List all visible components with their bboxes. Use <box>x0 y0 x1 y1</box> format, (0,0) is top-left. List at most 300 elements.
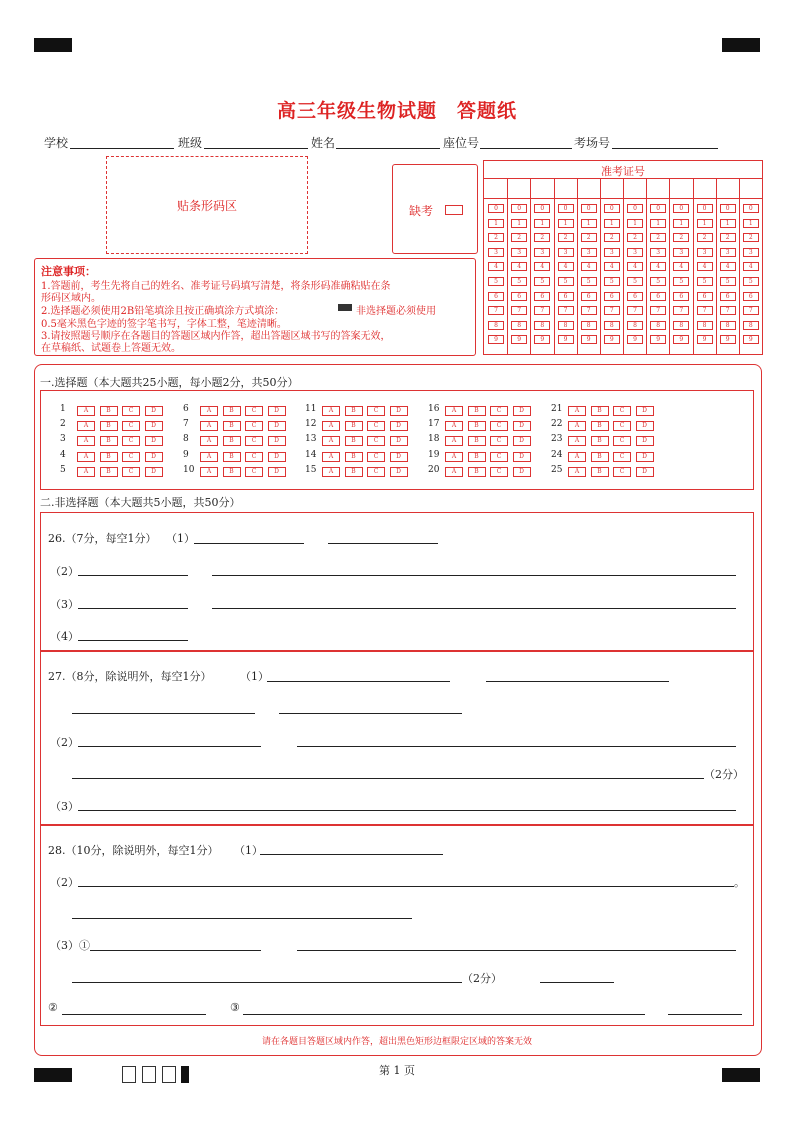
choice-bubble[interactable]: B <box>345 452 363 462</box>
choice-bubble[interactable]: B <box>591 406 609 416</box>
question-number: 24 <box>551 449 563 460</box>
choice-bubble[interactable]: D <box>268 421 286 431</box>
exam-id-bubble[interactable]: 7 <box>488 306 504 315</box>
exam-id-bubble[interactable]: 5 <box>673 277 689 286</box>
exam-id-bubble[interactable]: 1 <box>558 219 574 228</box>
exam-id-bubble[interactable]: 9 <box>488 335 504 344</box>
choice-bubble[interactable]: D <box>390 436 408 446</box>
exam-id-bubble[interactable]: 2 <box>558 233 574 242</box>
exam-id-bubble[interactable]: 3 <box>627 248 643 257</box>
exam-id-bubble[interactable]: 9 <box>650 335 666 344</box>
choice-bubble[interactable]: D <box>636 436 654 446</box>
exam-id-bubble[interactable]: 1 <box>720 219 736 228</box>
choice-bubble[interactable]: B <box>345 436 363 446</box>
exam-id-bubble[interactable]: 4 <box>673 262 689 271</box>
choice-bubble[interactable]: C <box>367 406 385 416</box>
q28-p2-blank-a[interactable] <box>78 886 734 887</box>
exam-id-bubble[interactable]: 8 <box>558 321 574 330</box>
notice-line-5: 3.请按照题号顺序在各题目的答题区域内作答，超出答题区域书写的答案无效， <box>41 331 391 342</box>
choice-bubble[interactable]: A <box>77 421 95 431</box>
exam-id-bubble[interactable]: 3 <box>558 248 574 257</box>
exam-id-bubble[interactable]: 6 <box>604 292 620 301</box>
choice-bubble[interactable]: A <box>200 406 218 416</box>
exam-id-bubble[interactable]: 7 <box>604 306 620 315</box>
exam-id-bubble[interactable]: 8 <box>488 321 504 330</box>
question-number: 3 <box>60 434 66 445</box>
choice-bubble[interactable]: C <box>245 436 263 446</box>
q28-p3-blank-c[interactable] <box>72 982 462 983</box>
choice-bubble[interactable]: D <box>390 421 408 431</box>
exam-id-bubble[interactable]: 9 <box>511 335 527 344</box>
exam-id-bubble[interactable]: 3 <box>534 248 550 257</box>
exam-id-bubble[interactable]: 8 <box>720 321 736 330</box>
exam-id-bubble[interactable]: 4 <box>650 262 666 271</box>
q27-p3-blank[interactable] <box>78 810 736 811</box>
notice-line-3: 2.选择题必须使用2B铅笔填涂且按正确填涂方式填涂： <box>41 306 285 317</box>
choice-bubble[interactable]: C <box>245 452 263 462</box>
exam-id-bubble[interactable]: 8 <box>743 321 759 330</box>
question-number: 8 <box>183 434 189 445</box>
exam-id-bubble[interactable]: 0 <box>581 204 597 213</box>
q28-p2-label: （2） <box>50 876 79 889</box>
exam-id-bubble[interactable]: 1 <box>743 219 759 228</box>
question-number: 2 <box>60 419 66 430</box>
exam-id-bubble[interactable]: 9 <box>697 335 713 344</box>
choice-bubble[interactable]: C <box>613 452 631 462</box>
exam-id-bubble[interactable]: 4 <box>604 262 620 271</box>
choice-bubble[interactable]: D <box>145 406 163 416</box>
choice-bubble[interactable]: B <box>591 421 609 431</box>
choice-bubble[interactable]: D <box>636 406 654 416</box>
exam-id-bubble[interactable]: 8 <box>604 321 620 330</box>
choice-bubble[interactable]: D <box>390 406 408 416</box>
exam-id-bubble[interactable]: 3 <box>673 248 689 257</box>
exam-id-bubble[interactable]: 5 <box>534 277 550 286</box>
exam-id-bubble[interactable]: 1 <box>488 219 504 228</box>
exam-id-bubble[interactable]: 5 <box>743 277 759 286</box>
choice-bubble[interactable]: A <box>77 467 95 477</box>
exam-id-bubble[interactable]: 8 <box>581 321 597 330</box>
choice-bubble[interactable]: C <box>367 452 385 462</box>
q28-p1-blank[interactable] <box>260 854 443 855</box>
choice-bubble[interactable]: A <box>445 467 463 477</box>
choice-bubble[interactable]: A <box>445 421 463 431</box>
exam-id-bubble[interactable]: 8 <box>627 321 643 330</box>
choice-bubble[interactable]: A <box>568 452 586 462</box>
choice-bubble[interactable]: D <box>145 436 163 446</box>
exam-id-bubble[interactable]: 8 <box>697 321 713 330</box>
question-number: 25 <box>551 464 563 475</box>
exam-id-bubble[interactable]: 2 <box>697 233 713 242</box>
choice-bubble[interactable]: B <box>223 436 241 446</box>
exam-id-bubble[interactable]: 5 <box>627 277 643 286</box>
absent-checkbox[interactable] <box>445 205 463 215</box>
choice-bubble[interactable]: D <box>268 406 286 416</box>
exam-id-bubble[interactable]: 2 <box>604 233 620 242</box>
exam-id-bubble[interactable]: 1 <box>697 219 713 228</box>
exam-id-bubble[interactable]: 7 <box>534 306 550 315</box>
exam-id-bubble[interactable]: 1 <box>511 219 527 228</box>
q26-p2-label: （2） <box>50 565 79 578</box>
barcode-area <box>106 156 308 254</box>
choice-bubble[interactable]: B <box>100 467 118 477</box>
choice-bubble[interactable]: B <box>223 452 241 462</box>
choice-bubble[interactable]: B <box>468 452 486 462</box>
q26-p3-blank-a[interactable] <box>78 608 188 609</box>
exam-id-bubble[interactable]: 1 <box>604 219 620 228</box>
choice-bubble[interactable]: B <box>591 452 609 462</box>
choice-bubble[interactable]: A <box>322 421 340 431</box>
exam-id-bubble[interactable]: 0 <box>720 204 736 213</box>
exam-id-bubble[interactable]: 4 <box>743 262 759 271</box>
exam-id-bubble[interactable]: 6 <box>697 292 713 301</box>
choice-bubble[interactable]: C <box>245 406 263 416</box>
choice-bubble[interactable]: B <box>100 452 118 462</box>
exam-id-bubble[interactable]: 2 <box>720 233 736 242</box>
notice-line-1: 1.答题前，考生先将自己的姓名、准考证号码填写清楚，将条形码准确粘贴在条 <box>41 281 391 292</box>
exam-id-bubble[interactable]: 6 <box>743 292 759 301</box>
exam-id-bubble[interactable]: 4 <box>488 262 504 271</box>
exam-id-bubble[interactable]: 9 <box>627 335 643 344</box>
choice-bubble[interactable]: A <box>322 452 340 462</box>
exam-id-bubble[interactable]: 2 <box>581 233 597 242</box>
choice-bubble[interactable]: B <box>223 467 241 477</box>
exam-id-bubble[interactable]: 6 <box>581 292 597 301</box>
choice-bubble[interactable]: A <box>568 421 586 431</box>
choice-bubble[interactable]: C <box>490 452 508 462</box>
q28-p3-blank-b[interactable] <box>297 950 736 951</box>
exam-id-bubble[interactable]: 3 <box>488 248 504 257</box>
exam-id-bubble[interactable]: 0 <box>558 204 574 213</box>
name-label: 姓名 <box>311 136 336 150</box>
class-field[interactable] <box>204 148 308 149</box>
exam-id-bubble[interactable]: 4 <box>697 262 713 271</box>
q27-p1-blank-d[interactable] <box>279 713 462 714</box>
question-number: 20 <box>428 464 440 475</box>
choice-bubble[interactable]: B <box>223 421 241 431</box>
exam-id-bubble[interactable]: 5 <box>650 277 666 286</box>
choice-bubble[interactable]: A <box>445 452 463 462</box>
exam-id-bubble[interactable]: 3 <box>604 248 620 257</box>
page-title: 高三年级生物试题 答题纸 <box>276 100 517 122</box>
choice-bubble[interactable]: B <box>100 406 118 416</box>
choice-bubble[interactable]: B <box>468 436 486 446</box>
choice-bubble[interactable]: A <box>77 452 95 462</box>
exam-id-bubble[interactable]: 7 <box>627 306 643 315</box>
choice-bubble[interactable]: A <box>445 406 463 416</box>
q28-c3-blank-a[interactable] <box>243 1014 645 1015</box>
q27-p2-blank-b[interactable] <box>297 746 736 747</box>
exam-id-bubble[interactable]: 6 <box>720 292 736 301</box>
choice-bubble[interactable]: B <box>223 406 241 416</box>
exam-id-bubble[interactable]: 2 <box>627 233 643 242</box>
exam-id-bubble[interactable]: 7 <box>697 306 713 315</box>
exam-id-bubble[interactable]: 5 <box>604 277 620 286</box>
q26-label: 26.（7分，每空1分） <box>48 532 157 545</box>
choice-bubble[interactable]: A <box>200 467 218 477</box>
notice-heading: 注意事项： <box>41 265 96 278</box>
choice-bubble[interactable]: B <box>591 467 609 477</box>
q28-c3-label: ③ <box>230 1001 240 1014</box>
exam-id-bubble[interactable]: 4 <box>581 262 597 271</box>
choice-bubble[interactable]: D <box>513 452 531 462</box>
exam-id-bubble[interactable]: 1 <box>673 219 689 228</box>
choice-bubble[interactable]: A <box>568 467 586 477</box>
school-field[interactable] <box>70 148 174 149</box>
choice-bubble[interactable]: D <box>145 421 163 431</box>
choice-bubble[interactable]: C <box>490 467 508 477</box>
choice-bubble[interactable]: A <box>322 406 340 416</box>
choice-bubble[interactable]: A <box>322 436 340 446</box>
exam-id-bubble[interactable]: 5 <box>558 277 574 286</box>
choice-bubble[interactable]: B <box>468 421 486 431</box>
exam-id-bubble[interactable]: 9 <box>743 335 759 344</box>
question-number: 11 <box>305 404 317 414</box>
exam-id-bubble[interactable]: 3 <box>511 248 527 257</box>
exam-id-bubble[interactable]: 7 <box>743 306 759 315</box>
q26-p3-label: （3） <box>50 598 79 611</box>
exam-id-bubble[interactable]: 7 <box>511 306 527 315</box>
exam-id-bubble[interactable]: 7 <box>558 306 574 315</box>
choice-bubble[interactable]: B <box>591 436 609 446</box>
q27-p2-blank-c[interactable] <box>72 778 704 779</box>
exam-id-bubble[interactable]: 8 <box>511 321 527 330</box>
q27-p2-blank-a[interactable] <box>78 746 261 747</box>
choice-bubble[interactable]: D <box>636 467 654 477</box>
q26-p2-blank-a[interactable] <box>78 575 188 576</box>
choice-bubble[interactable]: C <box>245 421 263 431</box>
exam-id-bubble[interactable]: 6 <box>511 292 527 301</box>
choice-bubble[interactable]: D <box>268 452 286 462</box>
q28-c2-label: ② <box>48 1001 58 1014</box>
choice-bubble[interactable]: C <box>613 406 631 416</box>
choice-bubble[interactable]: C <box>490 406 508 416</box>
choice-bubble[interactable]: D <box>513 467 531 477</box>
exam-id-bubble[interactable]: 1 <box>534 219 550 228</box>
exam-id-bubble[interactable]: 3 <box>650 248 666 257</box>
exam-id-bubble[interactable]: 4 <box>534 262 550 271</box>
exam-id-bubble[interactable]: 0 <box>673 204 689 213</box>
exam-id-bubble[interactable]: 0 <box>697 204 713 213</box>
exam-id-bubble[interactable]: 2 <box>534 233 550 242</box>
exam-id-bubble[interactable]: 6 <box>534 292 550 301</box>
seat-field[interactable] <box>480 148 572 149</box>
choice-bubble[interactable]: C <box>122 452 140 462</box>
exam-id-bubble[interactable]: 0 <box>488 204 504 213</box>
choice-bubble[interactable]: A <box>200 452 218 462</box>
barcode-area-label: 贴条形码区 <box>176 199 237 213</box>
exam-id-bubble[interactable]: 4 <box>720 262 736 271</box>
exam-id-bubble[interactable]: 9 <box>604 335 620 344</box>
choice-bubble[interactable]: C <box>122 406 140 416</box>
choice-bubble[interactable]: D <box>513 421 531 431</box>
choice-bubble[interactable]: D <box>390 467 408 477</box>
exam-id-bubble[interactable]: 4 <box>511 262 527 271</box>
choice-bubble[interactable]: D <box>268 436 286 446</box>
choice-bubble[interactable]: D <box>513 436 531 446</box>
exam-id-bubble[interactable]: 8 <box>650 321 666 330</box>
exam-id-bubble[interactable]: 0 <box>534 204 550 213</box>
choice-bubble[interactable]: D <box>145 467 163 477</box>
exam-id-bubble[interactable]: 2 <box>743 233 759 242</box>
question-number: 13 <box>305 434 317 445</box>
exam-id-bubble[interactable]: 5 <box>720 277 736 286</box>
choice-bubble[interactable]: C <box>490 421 508 431</box>
choice-bubble[interactable]: B <box>100 436 118 446</box>
exam-id-bubble[interactable]: 9 <box>720 335 736 344</box>
question-number: 14 <box>305 449 317 460</box>
exam-id-bubble[interactable]: 2 <box>673 233 689 242</box>
question-number: 17 <box>428 419 440 430</box>
choice-bubble[interactable]: B <box>345 467 363 477</box>
q27-p1-blank-c[interactable] <box>72 713 255 714</box>
exam-id-bubble[interactable]: 2 <box>511 233 527 242</box>
exam-id-bubble[interactable]: 9 <box>558 335 574 344</box>
exam-id-bubble[interactable]: 6 <box>488 292 504 301</box>
choice-bubble[interactable]: B <box>345 421 363 431</box>
exam-id-bubble[interactable]: 9 <box>673 335 689 344</box>
exam-id-bubble[interactable]: 5 <box>581 277 597 286</box>
choice-bubble[interactable]: A <box>445 436 463 446</box>
choice-bubble[interactable]: C <box>245 467 263 477</box>
question-number: 22 <box>551 419 563 430</box>
question-number: 19 <box>428 449 440 460</box>
room-label: 考场号 <box>574 136 611 150</box>
q26-p1-blank-b[interactable] <box>328 543 438 544</box>
q28-p2-period: 。 <box>734 876 745 889</box>
exam-id-bubble[interactable]: 3 <box>581 248 597 257</box>
choice-bubble[interactable]: A <box>322 467 340 477</box>
notice-line-4: 0.5毫米黑色字迹的签字笔书写，字体工整，笔迹清晰。 <box>41 319 287 330</box>
exam-id-bubble[interactable]: 4 <box>627 262 643 271</box>
exam-id-bubble[interactable]: 6 <box>627 292 643 301</box>
q28-c3-blank-b[interactable] <box>668 1014 742 1015</box>
exam-id-bubble[interactable]: 5 <box>697 277 713 286</box>
choice-bubble[interactable]: C <box>367 436 385 446</box>
exam-id-bubble[interactable]: 3 <box>743 248 759 257</box>
choice-bubble[interactable]: C <box>122 467 140 477</box>
question-number: 23 <box>551 434 563 445</box>
exam-id-bubble[interactable]: 7 <box>720 306 736 315</box>
q26-p3-blank-b[interactable] <box>212 608 736 609</box>
q26-p1-label: （1） <box>166 532 195 545</box>
exam-id-bubble[interactable]: 2 <box>488 233 504 242</box>
q27-p1-blank-a[interactable] <box>267 681 450 682</box>
q27-label: 27.（8分，除说明外，每空1分） <box>48 670 212 683</box>
q27-p1-label: （1） <box>240 670 269 683</box>
choice-bubble[interactable]: A <box>568 406 586 416</box>
exam-id-bubble[interactable]: 0 <box>743 204 759 213</box>
choice-bubble[interactable]: C <box>122 436 140 446</box>
notice-box <box>34 258 476 356</box>
absent-label: 缺考 <box>409 204 434 218</box>
choice-bubble[interactable]: C <box>613 436 631 446</box>
exam-id-bubble[interactable]: 0 <box>604 204 620 213</box>
choice-bubble[interactable]: C <box>367 467 385 477</box>
choice-bubble[interactable]: C <box>613 467 631 477</box>
q28-p3-blank-d[interactable] <box>540 982 614 983</box>
choice-bubble[interactable]: B <box>100 421 118 431</box>
class-label: 班级 <box>178 136 203 150</box>
choice-bubble[interactable]: C <box>367 421 385 431</box>
exam-id-bubble[interactable]: 6 <box>558 292 574 301</box>
q27-p1-blank-b[interactable] <box>486 681 669 682</box>
choice-bubble[interactable]: A <box>568 436 586 446</box>
exam-id-bubble[interactable]: 5 <box>488 277 504 286</box>
exam-id-bubble[interactable]: 0 <box>650 204 666 213</box>
choice-bubble[interactable]: A <box>200 436 218 446</box>
q26-p2-blank-b[interactable] <box>212 575 736 576</box>
q28-c2-blank[interactable] <box>62 1014 206 1015</box>
seat-label: 座位号 <box>443 136 480 150</box>
q28-p2-blank-b[interactable] <box>72 918 412 919</box>
choice-bubble[interactable]: C <box>613 421 631 431</box>
choice-bubble[interactable]: A <box>200 421 218 431</box>
question-number: 21 <box>551 404 563 414</box>
page-number: 第 1 页 <box>379 1064 415 1077</box>
choice-bubble[interactable]: C <box>490 436 508 446</box>
q26-p4-blank[interactable] <box>78 640 188 641</box>
choice-bubble[interactable]: A <box>77 406 95 416</box>
exam-id-bubble[interactable]: 3 <box>720 248 736 257</box>
exam-id-bubble[interactable]: 7 <box>650 306 666 315</box>
exam-id-bubble[interactable]: 6 <box>650 292 666 301</box>
choice-bubble[interactable]: D <box>513 406 531 416</box>
choice-bubble[interactable]: D <box>390 452 408 462</box>
exam-id-bubble[interactable]: 0 <box>627 204 643 213</box>
choice-bubble[interactable]: B <box>345 406 363 416</box>
question-number: 15 <box>305 464 317 475</box>
exam-id-bubble[interactable]: 3 <box>697 248 713 257</box>
q28-p3-blank-a[interactable] <box>90 950 261 951</box>
question-number: 5 <box>60 464 66 475</box>
q27-p2-label: （2） <box>50 736 79 749</box>
q28-score: （2分） <box>462 972 502 985</box>
exam-id-bubble[interactable]: 1 <box>581 219 597 228</box>
choice-bubble[interactable]: B <box>468 467 486 477</box>
exam-id-bubble[interactable]: 9 <box>534 335 550 344</box>
q27-score: （2分） <box>704 768 744 781</box>
choice-bubble[interactable]: B <box>468 406 486 416</box>
exam-id-bubble[interactable]: 4 <box>558 262 574 271</box>
exam-id-grid <box>483 160 763 355</box>
choice-bubble[interactable]: C <box>122 421 140 431</box>
choice-bubble[interactable]: D <box>636 452 654 462</box>
exam-id-bubble[interactable]: 5 <box>511 277 527 286</box>
exam-id-bubble[interactable]: 8 <box>673 321 689 330</box>
room-field[interactable] <box>612 148 718 149</box>
exam-id-bubble[interactable]: 6 <box>673 292 689 301</box>
filled-bubble-sample <box>338 304 352 311</box>
exam-id-bubble[interactable]: 7 <box>581 306 597 315</box>
choice-bubble[interactable]: D <box>636 421 654 431</box>
question-number: 9 <box>183 449 189 460</box>
exam-id-bubble[interactable]: 1 <box>627 219 643 228</box>
exam-id-bubble[interactable]: 7 <box>673 306 689 315</box>
choice-bubble[interactable]: A <box>77 436 95 446</box>
question-number: 18 <box>428 434 440 445</box>
exam-id-bubble[interactable]: 9 <box>581 335 597 344</box>
question-number: 4 <box>60 449 66 460</box>
exam-id-bubble[interactable]: 1 <box>650 219 666 228</box>
choice-bubble[interactable]: D <box>268 467 286 477</box>
exam-id-bubble[interactable]: 2 <box>650 233 666 242</box>
choice-bubble[interactable]: D <box>145 452 163 462</box>
q26-p1-blank-a[interactable] <box>194 543 304 544</box>
name-field[interactable] <box>336 148 440 149</box>
exam-id-bubble[interactable]: 0 <box>511 204 527 213</box>
exam-id-bubble[interactable]: 8 <box>534 321 550 330</box>
